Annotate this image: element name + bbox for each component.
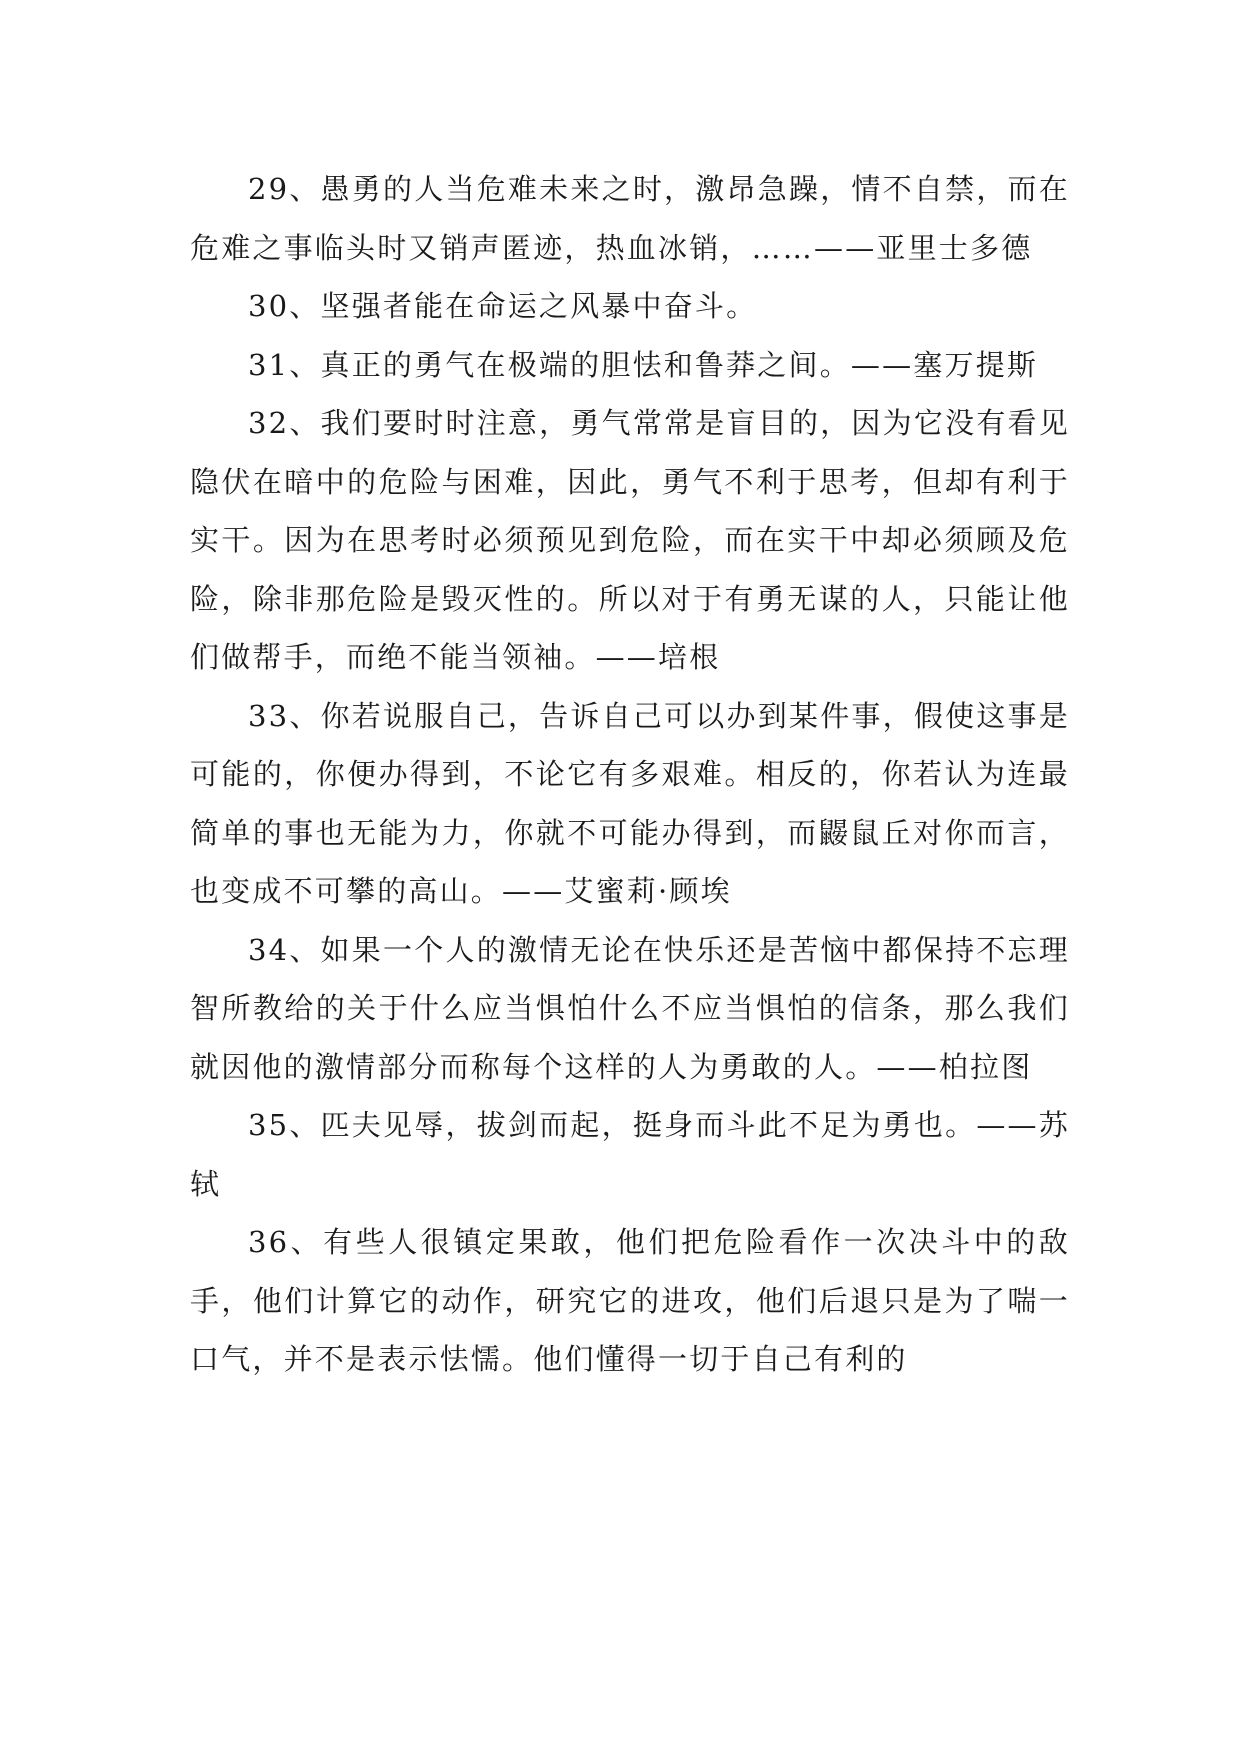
quote-paragraph-34: 34、如果一个人的激情无论在快乐还是苦恼中都保持不忘理智所教给的关于什么应当惧怕什么不应当惧怕的信条，那么我们就因他的激情部分而称每个这样的人为勇敢的人。——柏拉图 <box>190 932 1070 1084</box>
quote-paragraph-29: 29、愚勇的人当危难未来之时，激昂急躁，情不自禁，而在危难之事临头时又销声匿迹，热血冰销，……——亚里士多德 <box>190 172 1070 265</box>
quote-paragraph-35: 35、匹夫见辱，拔剑而起，挺身而斗此不足为勇也。——苏轼 <box>190 1108 1070 1201</box>
quote-paragraph-36: 36、有些人很镇定果敢，他们把危险看作一次决斗中的敌手，他们计算它的动作，研究它的进攻，他们后退只是为了喘一口气，并不是表示怯懦。他们懂得一切于自己有利的 <box>190 1225 1070 1376</box>
quote-paragraph-31: 31、真正的勇气在极端的胆怯和鲁莽之间。——塞万提斯 <box>248 347 1039 382</box>
document-body <box>190 160 1070 1389</box>
quote-paragraph-30: 30、坚强者能在命运之风暴中奋斗。 <box>248 289 758 323</box>
quote-paragraph-33: 33、你若说服自己，告诉自己可以办到某件事，假使这事是可能的，你便办得到，不论它有多艰难。相反的，你若认为连最简单的事也无能为力，你就不可能办得到，而鼹鼠丘对你而言，也变成不可攀的高山。——艾蜜莉·顾埃 <box>190 698 1070 908</box>
quote-paragraph-32: 32、我们要时时注意，勇气常常是盲目的，因为它没有看见隐伏在暗中的危险与困难，因此，勇气不利于思考，但却有利于实干。因为在思考时必须预见到危险，而在实干中却必须顾及危险，除非那危险是毁灭性的。所以对于有勇无谋的人，只能让他们做帮手，而绝不能当领袖。——培根 <box>190 406 1070 674</box>
